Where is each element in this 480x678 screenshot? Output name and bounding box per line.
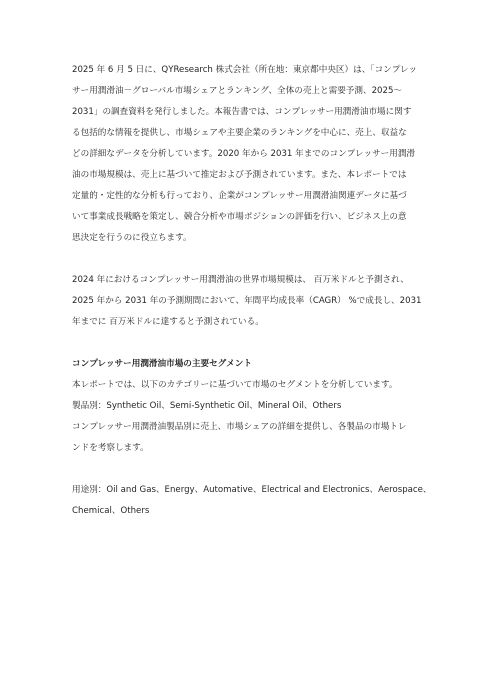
paragraph-spacer — [72, 459, 410, 480]
paragraph-line: 2025 年 6 月 5 日に、QYResearch 株式会社（所在地：東京都中央区）は、「コンプレッ — [72, 65, 418, 75]
segment-intro: 本レポートでは、以下のカテゴリーに基づいて市場のセグメントを分析しています。 — [72, 380, 398, 390]
paragraph-line: 2024 年におけるコンプレッサー用潤滑油の世界市場規模は、 百万米ドルと予測され、 — [72, 275, 409, 285]
application-segment-line: Chemical、Others — [72, 506, 150, 516]
product-segment-line: 製品別：Synthetic Oil、Semi-Synthetic Oil、Mineral Oil、Others — [72, 401, 342, 411]
paragraph-line: 思決定を行うのに役立ちます。 — [72, 233, 192, 243]
document-page — [72, 60, 432, 522]
paragraph-spacer — [72, 249, 410, 270]
paragraph-spacer — [72, 333, 410, 354]
paragraph-line: 年までに 百万米ドルに達すると予測されている。 — [72, 317, 264, 327]
paragraph-line: 定量的・定性的な分析も行っており、企業がコンプレッサー用潤滑油関連データに基づ — [72, 191, 407, 201]
paragraph-line: 2031」の調査資料を発行しました。本報告書では、コンプレッサー用潤滑油市場に関す — [72, 107, 412, 117]
paragraph-line: る包括的な情報を提供し、市場シェアや主要企業のランキングを中心に、売上、収益な — [72, 128, 407, 138]
segment-heading: コンプレッサー用潤滑油市場の主要セグメント — [72, 359, 252, 369]
product-desc-line: ンドを考察します。 — [72, 443, 149, 453]
intro-paragraph — [72, 60, 418, 249]
paragraph-line: サー用潤滑油－グローバル市場シェアとランキング、全体の売上と需要予測、2025～ — [72, 86, 403, 96]
paragraph-line: 油の市場規模は、売上に基づいて推定および予測されています。また、本レポートでは — [72, 170, 407, 180]
product-desc-line: コンプレッサー用潤滑油製品別に売上、市場シェアの詳細を提供し、各製品の市場トレ — [72, 422, 407, 432]
market-size-paragraph — [72, 270, 422, 333]
application-segment-line: 用途別：Oil and Gas、Energy、Automative、Electrical and Electronics、Aerospace、 — [72, 485, 432, 495]
paragraph-line: いて事業成長戦略を策定し、競合分析や市場ポジションの評価を行い、ビジネス上の意 — [72, 212, 407, 222]
paragraph-line: 2025 年から 2031 年の予測期間において、年間平均成長率（CAGR） %で成長し、2031 — [72, 296, 422, 306]
paragraph-line: どの詳細なデータを分析しています。2020 年から 2031 年までのコンプレッサー用潤滑 — [72, 149, 416, 159]
